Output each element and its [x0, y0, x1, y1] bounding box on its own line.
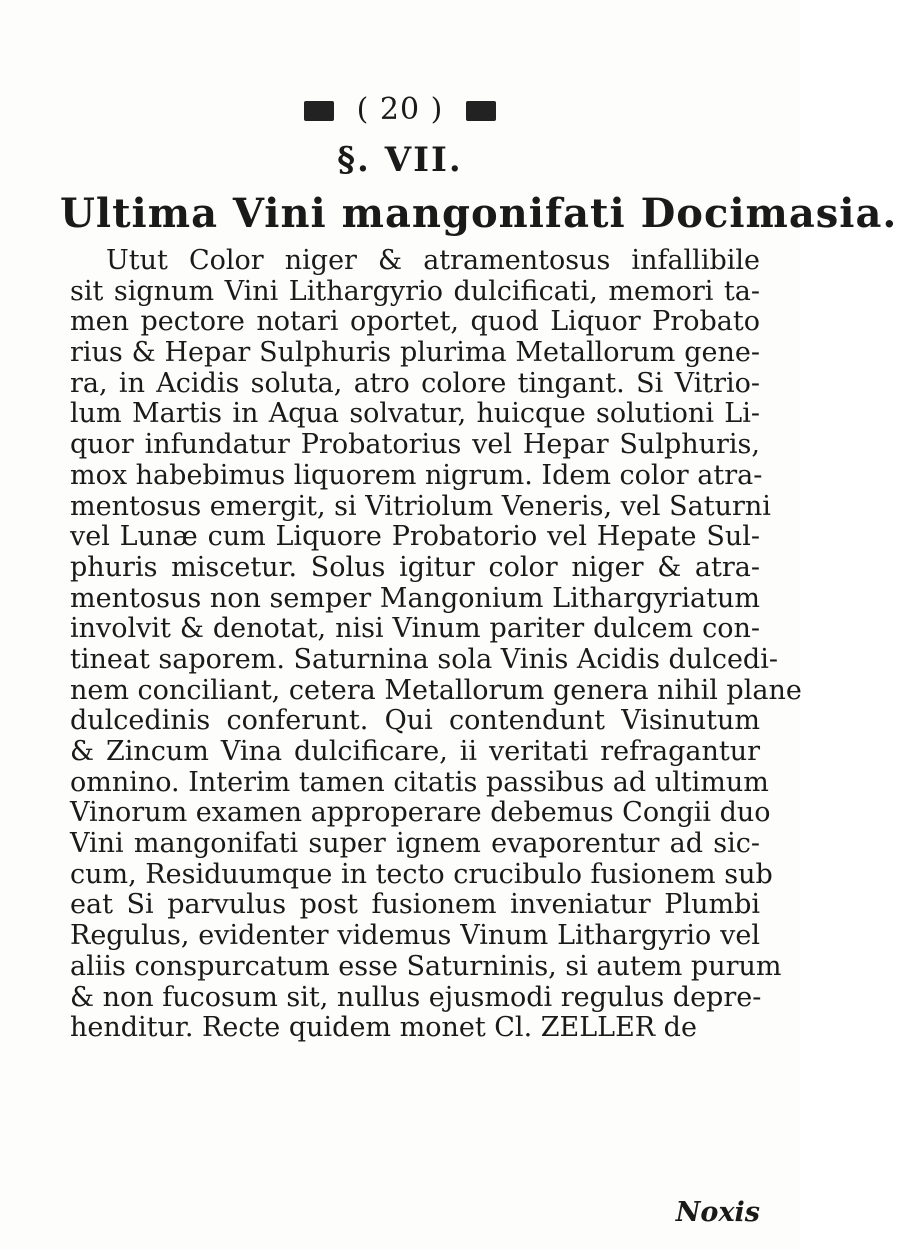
text-line: omnino. Interim tamen citatis passibus ad ultimum [70, 766, 769, 798]
body-text [70, 245, 802, 1044]
text-line: eat Si parvulus post fusionem inveniatur Plumbi [70, 889, 760, 921]
text-line: sit signum Vini Lithargyrio dulcificati, memori ta- [70, 275, 760, 307]
text-line: & Zincum Vina dulcificare, ii veritati refragantur [70, 736, 760, 767]
text-line: & non fucosum sit, nullus ejusmodi regulus depre- [70, 981, 762, 1013]
text-line: quor infundatur Probatorius vel Hepar Sulphuris, [70, 429, 760, 461]
text-line: cum, Residuumque in tecto crucibulo fusionem sub [70, 858, 773, 890]
text-line: mentosus non semper Mangonium Lithargyriatum [70, 582, 760, 614]
text-line: vel Lunæ cum Liquore Probatorio vel Hepate Sul- [70, 521, 760, 553]
text-line: aliis conspurcatum esse Saturninis, si autem purum [70, 950, 782, 982]
text-line: Regulus, evidenter videmus Vinum Lithargyrio vel [70, 920, 760, 952]
text-line: ra, in Acidis soluta, atro colore tingant. Si Vitrio- [70, 367, 760, 399]
ornament-right-icon [466, 101, 496, 121]
section-heading: §. VII. [337, 140, 463, 180]
text-line: Utut Color niger & atramentosus infallibile [106, 245, 760, 276]
text-line: henditur. Recte quidem monet Cl. ZELLER de [70, 1012, 697, 1044]
text-line: tineat saporem. Saturnina sola Vinis Acidis dulcedi- [70, 643, 778, 675]
text-line: mentosus emergit, si Vitriolum Veneris, vel Saturni [70, 490, 771, 522]
page-title: Ultima Vini mangonifati Docimasia. [60, 190, 897, 237]
text-line: nem conciliant, cetera Metallorum genera nihil plane [70, 674, 802, 706]
text-line: mox habebimus liquorem nigrum. Idem color atra- [70, 459, 763, 491]
text-line: Vinorum examen approperare debemus Congii duo [70, 797, 771, 829]
page-header [0, 92, 800, 127]
text-line: involvit & denotat, nisi Vinum pariter dulcem con- [70, 613, 760, 645]
text-line: lum Martis in Aqua solvatur, huicque solutioni Li- [70, 398, 760, 430]
text-line: Vini mangonifati super ignem evaporentur ad sic- [70, 828, 760, 860]
text-line: dulcedinis conferunt. Qui contendunt Visinutum [70, 705, 760, 737]
text-line: phuris miscetur. Solus igitur color niger & atra- [70, 551, 760, 583]
catchword: Noxis [675, 1197, 760, 1228]
text-line: rius & Hepar Sulphuris plurima Metallorum gene- [70, 337, 760, 369]
page-number: ( 20 ) [356, 92, 444, 127]
text-line: men pectore notari oportet, quod Liquor Probato [70, 306, 760, 338]
ornament-left-icon [304, 101, 334, 121]
